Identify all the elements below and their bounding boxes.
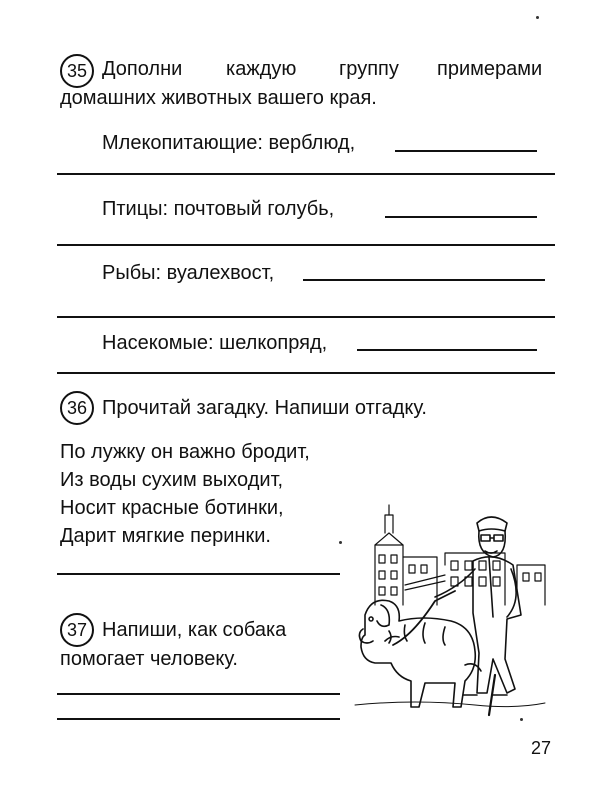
guide-dog-with-blind-man-illustration (345, 495, 555, 720)
answer-line[interactable] (57, 173, 555, 175)
task-number-35: 35 (60, 54, 94, 88)
task-35-instruction-line-2: домашних животных вашего края. (60, 87, 377, 109)
speck (339, 541, 342, 544)
riddle-line: Носит красные ботинки, (60, 497, 284, 519)
guide-dog (359, 591, 481, 707)
answer-line[interactable] (303, 279, 545, 281)
task-number-37: 37 (60, 613, 94, 647)
group-label-birds: Птицы: почтовый голубь, (102, 198, 335, 220)
buildings (375, 505, 545, 605)
answer-line[interactable] (395, 150, 537, 152)
riddle-line: Из воды сухим выходит, (60, 469, 284, 491)
task-35-instruction-word-4: примерами (437, 58, 543, 80)
group-label-insects: Насекомые: шелкопряд, (102, 332, 328, 354)
group-label-fish: Рыбы: вуалехвост, (102, 262, 275, 284)
task-number-36: 36 (60, 391, 94, 425)
page-number: 27 (531, 738, 552, 758)
answer-line[interactable] (57, 372, 555, 374)
answer-line[interactable] (357, 349, 537, 351)
answer-line[interactable] (57, 693, 340, 695)
task-37-instruction-line-2: помогает человеку. (60, 648, 238, 670)
answer-line[interactable] (57, 244, 555, 246)
answer-line[interactable] (57, 718, 340, 720)
blind-man (435, 517, 521, 715)
task-35-instruction-word-1: Дополни (102, 58, 183, 80)
task-35-instruction-word-2: каждую (226, 58, 297, 80)
task-35-instruction-word-3: группу (339, 58, 399, 80)
task-37-instruction-line-1: Напиши, как собака (102, 619, 287, 641)
group-label-mammals: Млекопитающие: верблюд, (102, 132, 356, 154)
riddle-answer-line[interactable] (57, 573, 340, 575)
riddle-line: По лужку он важно бродит, (60, 441, 310, 463)
answer-line[interactable] (385, 216, 537, 218)
speck (536, 16, 539, 19)
answer-line[interactable] (57, 316, 555, 318)
task-36-instruction: Прочитай загадку. Напиши отгадку. (102, 397, 427, 419)
speck (520, 718, 523, 721)
riddle-line: Дарит мягкие перинки. (60, 525, 271, 547)
